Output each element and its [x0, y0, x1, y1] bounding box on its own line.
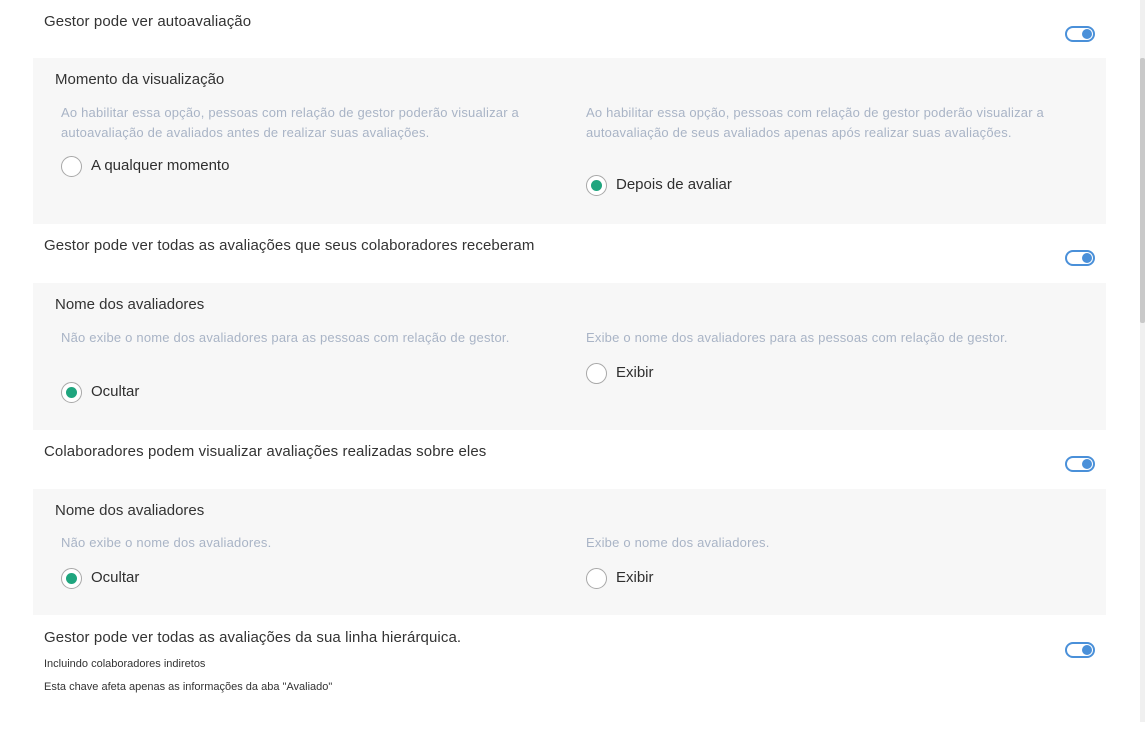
radio-circle-checked [61, 382, 82, 403]
setting-title: Gestor pode ver autoavaliação [44, 13, 252, 30]
setting-title: Gestor pode ver todas as avaliações que seus colaboradores receberam [44, 237, 535, 254]
panel-evaluator-names-collaborators [33, 489, 1106, 615]
radio-hide[interactable] [61, 568, 139, 589]
setting-manager-self-assessment [33, 0, 1106, 58]
toggle-knob [1082, 253, 1092, 263]
setting-note: Incluindo colaboradores indiretos [44, 658, 206, 670]
hierarchy-line-toggle[interactable] [1065, 642, 1095, 658]
setting-title: Colaboradores podem visualizar avaliações realizadas sobre eles [44, 443, 487, 460]
option-description: Não exibe o nome dos avaliadores. [61, 535, 272, 550]
option-description: Não exibe o nome dos avaliadores para as pessoas com relação de gestor. [61, 330, 510, 345]
setting-manager-all-received [33, 224, 1106, 283]
option-description: Exibe o nome dos avaliadores para as pessoas com relação de gestor. [586, 330, 1008, 345]
radio-circle [586, 568, 607, 589]
panel-title: Nome dos avaliadores [55, 296, 205, 313]
settings-list [33, 0, 1106, 725]
radio-hide[interactable] [61, 382, 139, 403]
radio-circle-checked [586, 175, 607, 196]
panel-visualization-moment [33, 58, 1106, 224]
radio-show[interactable] [586, 568, 654, 589]
collaborators-view-toggle[interactable] [1065, 456, 1095, 472]
scrollbar-thumb[interactable] [1140, 58, 1145, 323]
radio-any-moment[interactable] [61, 156, 229, 177]
radio-label: Exibir [616, 568, 654, 586]
panel-title: Nome dos avaliadores [55, 502, 205, 519]
toggle-knob [1082, 459, 1092, 469]
radio-label: A qualquer momento [91, 156, 230, 174]
radio-label: Ocultar [91, 382, 140, 400]
setting-collaborators-view [33, 430, 1106, 489]
radio-circle [61, 156, 82, 177]
panel-title: Momento da visualização [55, 71, 225, 88]
option-description: Ao habilitar essa opção, pessoas com relação de gestor poderão visualizar a autoavaliação de seus avaliados apenas após realizar suas avaliações. [586, 105, 1044, 140]
radio-label: Exibir [616, 363, 654, 381]
radio-label: Ocultar [91, 568, 140, 586]
option-description: Ao habilitar essa opção, pessoas com relação de gestor poderão visualizar a autoavaliação de avaliados antes de realizar suas avaliações. [61, 105, 519, 140]
manager-self-assessment-toggle[interactable] [1065, 26, 1095, 42]
radio-label: Depois de avaliar [616, 175, 732, 193]
setting-title: Gestor pode ver todas as avaliações da sua linha hierárquica. [44, 629, 462, 646]
setting-note: Esta chave afeta apenas as informações da aba "Avaliado" [44, 681, 333, 693]
toggle-knob [1082, 29, 1092, 39]
radio-circle [586, 363, 607, 384]
option-description: Exibe o nome dos avaliadores. [586, 535, 770, 550]
radio-show[interactable] [586, 363, 654, 384]
panel-evaluator-names-manager [33, 283, 1106, 430]
setting-hierarchy-line [33, 615, 1106, 725]
radio-circle-checked [61, 568, 82, 589]
toggle-knob [1082, 645, 1092, 655]
manager-all-received-toggle[interactable] [1065, 250, 1095, 266]
radio-after-evaluating[interactable] [586, 175, 732, 196]
